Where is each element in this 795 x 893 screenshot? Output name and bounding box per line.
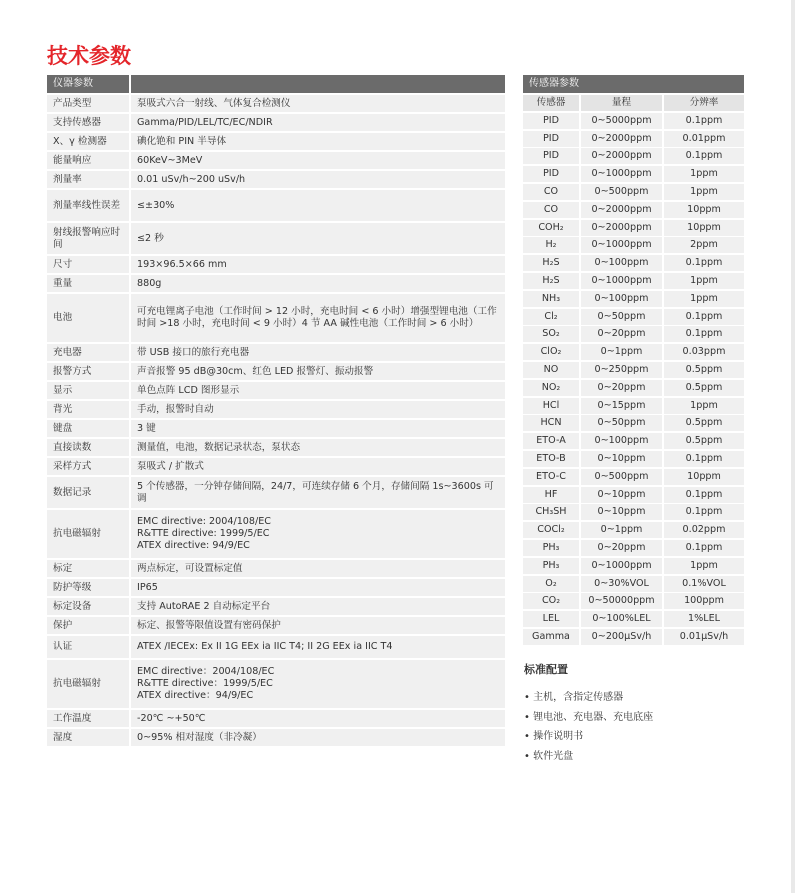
sensor-row bbox=[523, 237, 744, 253]
spec-value: 泵吸式六合一射线、气体复合检测仪 bbox=[131, 95, 505, 112]
sensor-row bbox=[523, 487, 744, 503]
spec-row bbox=[47, 636, 505, 658]
sensor-row bbox=[523, 309, 744, 325]
sensor-name: Cl₂ bbox=[523, 309, 579, 325]
spec-key: 剂量率线性误差 bbox=[47, 190, 129, 221]
spec-row bbox=[47, 114, 505, 131]
spec-key: 抗电磁辐射 bbox=[47, 510, 129, 558]
spec-row bbox=[47, 401, 505, 418]
standard-config-item: • 操作说明书 bbox=[524, 727, 653, 747]
page-title: 技术参数 bbox=[47, 44, 131, 68]
spec-value: 单色点阵 LCD 图形显示 bbox=[131, 382, 505, 399]
sensor-row bbox=[523, 522, 744, 538]
sensor-name: NO₂ bbox=[523, 380, 579, 396]
sensor-name: HF bbox=[523, 487, 579, 503]
sensor-row bbox=[523, 611, 744, 627]
page-edge-divider bbox=[791, 0, 795, 893]
sensor-range: 0~2000ppm bbox=[581, 131, 662, 147]
spec-value: 0.01 uSv/h~200 uSv/h bbox=[131, 171, 505, 188]
sensor-range: 0~2000ppm bbox=[581, 148, 662, 164]
standard-config-list bbox=[524, 688, 653, 766]
spec-row bbox=[47, 660, 505, 708]
spec-value: ATEX /IECEx: Ex II 1G EEx ia IIC T4; II 2G EEx ia IIC T4 bbox=[131, 636, 505, 658]
spec-key: 工作温度 bbox=[47, 710, 129, 727]
spec-value: EMC directive：2004/108/EC R&TTE directive：1999/5/EC ATEX directive：94/9/EC bbox=[131, 660, 505, 708]
sensor-range: 0~10ppm bbox=[581, 451, 662, 467]
sensor-range: 0~2000ppm bbox=[581, 220, 662, 236]
spec-key: 直接读数 bbox=[47, 439, 129, 456]
sensor-row bbox=[523, 344, 744, 360]
sensor-range: 0~200μSv/h bbox=[581, 629, 662, 645]
spec-value: IP65 bbox=[131, 579, 505, 596]
sensor-name: ETO-C bbox=[523, 469, 579, 485]
sensor-name: PID bbox=[523, 113, 579, 129]
sensor-row bbox=[523, 326, 744, 342]
spec-value: 可充电锂离子电池（工作时间 > 12 小时，充电时间 < 6 小时）增强型锂电池（工作时间 >18 小时，充电时间 < 9 小时）4 节 AA 碱性电池（工作时间 > 6 小时） bbox=[131, 294, 505, 342]
spec-key: X、γ 检测器 bbox=[47, 133, 129, 150]
sensor-range: 0~250ppm bbox=[581, 362, 662, 378]
sensor-row bbox=[523, 576, 744, 592]
sensor-resolution: 0.1ppm bbox=[664, 540, 744, 556]
spec-key: 支持传感器 bbox=[47, 114, 129, 131]
sensor-resolution: 0.5ppm bbox=[664, 415, 744, 431]
sensor-range: 0~1000ppm bbox=[581, 237, 662, 253]
sensor-range: 0~10ppm bbox=[581, 504, 662, 520]
spec-key: 重量 bbox=[47, 275, 129, 292]
sensor-range: 0~20ppm bbox=[581, 326, 662, 342]
sensor-resolution: 0.01ppm bbox=[664, 131, 744, 147]
sensor-resolution: 0.5ppm bbox=[664, 380, 744, 396]
sensor-resolution: 0.1ppm bbox=[664, 148, 744, 164]
sensor-resolution: 0.1ppm bbox=[664, 326, 744, 342]
spec-key: 认证 bbox=[47, 636, 129, 658]
sensor-range: 0~50ppm bbox=[581, 415, 662, 431]
sensor-row bbox=[523, 380, 744, 396]
spec-row bbox=[47, 382, 505, 399]
spec-value: 碘化铯和 PIN 半导体 bbox=[131, 133, 505, 150]
spec-value: Gamma/PID/LEL/TC/EC/NDIR bbox=[131, 114, 505, 131]
column-range: 量程 bbox=[581, 95, 662, 111]
spec-row bbox=[47, 275, 505, 292]
sensor-range: 0~100ppm bbox=[581, 433, 662, 449]
spec-value: 泵吸式 / 扩散式 bbox=[131, 458, 505, 475]
sensor-name: PID bbox=[523, 131, 579, 147]
sensor-name: H₂ bbox=[523, 237, 579, 253]
sensor-range: 0~30%VOL bbox=[581, 576, 662, 592]
spec-value: -20℃ ~+50℃ bbox=[131, 710, 505, 727]
spec-key: 背光 bbox=[47, 401, 129, 418]
sensor-resolution: 100ppm bbox=[664, 593, 744, 609]
spec-row bbox=[47, 617, 505, 634]
spec-value: 60KeV~3MeV bbox=[131, 152, 505, 169]
sensor-row bbox=[523, 540, 744, 556]
sensor-row bbox=[523, 593, 744, 609]
sensor-range: 0~1000ppm bbox=[581, 166, 662, 182]
spec-row bbox=[47, 729, 505, 746]
sensor-range: 0~1ppm bbox=[581, 522, 662, 538]
sensor-name: HCl bbox=[523, 398, 579, 414]
spec-row bbox=[47, 598, 505, 615]
spec-key: 采样方式 bbox=[47, 458, 129, 475]
sensor-row bbox=[523, 148, 744, 164]
spec-value: 0~95% 相对湿度（非冷凝） bbox=[131, 729, 505, 746]
column-resolution: 分辨率 bbox=[664, 95, 744, 111]
spec-key: 抗电磁辐射 bbox=[47, 660, 129, 708]
spec-key: 产品类型 bbox=[47, 95, 129, 112]
sensor-row bbox=[523, 469, 744, 485]
sensor-resolution: 10ppm bbox=[664, 220, 744, 236]
standard-config-item: • 主机，含指定传感器 bbox=[524, 688, 653, 708]
sensor-row bbox=[523, 220, 744, 236]
sensor-row bbox=[523, 433, 744, 449]
sensor-range: 0~5000ppm bbox=[581, 113, 662, 129]
sensor-name: Gamma bbox=[523, 629, 579, 645]
sensor-row bbox=[523, 166, 744, 182]
column-sensor: 传感器 bbox=[523, 95, 579, 111]
sensor-table-header: 传感器参数 bbox=[523, 75, 744, 93]
sensor-range: 0~1000ppm bbox=[581, 273, 662, 289]
spec-row bbox=[47, 223, 505, 254]
sensor-name: LEL bbox=[523, 611, 579, 627]
standard-config-title: 标准配置 bbox=[524, 663, 568, 676]
sensor-range: 0~500ppm bbox=[581, 469, 662, 485]
spec-value: 5 个传感器，一分钟存储间隔，24/7，可连续存储 6 个月，存储间隔 1s~3600s 可调 bbox=[131, 477, 505, 508]
spec-key: 保护 bbox=[47, 617, 129, 634]
sensor-range: 0~2000ppm bbox=[581, 202, 662, 218]
sensor-name: NO bbox=[523, 362, 579, 378]
spec-row bbox=[47, 710, 505, 727]
spec-value: 手动，报警时自动 bbox=[131, 401, 505, 418]
sensor-row bbox=[523, 113, 744, 129]
spec-row bbox=[47, 439, 505, 456]
sensor-resolution: 0.01μSv/h bbox=[664, 629, 744, 645]
sensor-resolution: 0.02ppm bbox=[664, 522, 744, 538]
sensor-resolution: 0.1%VOL bbox=[664, 576, 744, 592]
spec-value: 带 USB 接口的旅行充电器 bbox=[131, 344, 505, 361]
sensor-column-header bbox=[523, 95, 744, 111]
spec-key: 数据记录 bbox=[47, 477, 129, 508]
sensor-range: 0~20ppm bbox=[581, 380, 662, 396]
sensor-range: 0~50ppm bbox=[581, 309, 662, 325]
sensor-resolution: 0.03ppm bbox=[664, 344, 744, 360]
sensor-name: COH₂ bbox=[523, 220, 579, 236]
spec-row bbox=[47, 420, 505, 437]
sensor-name: H₂S bbox=[523, 255, 579, 271]
sensor-resolution: 0.1ppm bbox=[664, 309, 744, 325]
sensor-range: 0~50000ppm bbox=[581, 593, 662, 609]
standard-config-item: • 锂电池、充电器、充电底座 bbox=[524, 708, 653, 728]
sensor-row bbox=[523, 273, 744, 289]
sensor-name: PID bbox=[523, 148, 579, 164]
spec-row bbox=[47, 95, 505, 112]
sensor-row bbox=[523, 291, 744, 307]
sensor-row bbox=[523, 451, 744, 467]
spec-row bbox=[47, 458, 505, 475]
sensor-resolution: 0.1ppm bbox=[664, 451, 744, 467]
standard-config-item: • 软件光盘 bbox=[524, 747, 653, 767]
sensor-name: ETO-B bbox=[523, 451, 579, 467]
spec-key: 显示 bbox=[47, 382, 129, 399]
spec-row bbox=[47, 256, 505, 273]
sensor-row bbox=[523, 558, 744, 574]
spec-key: 报警方式 bbox=[47, 363, 129, 380]
sensor-row bbox=[523, 131, 744, 147]
spec-row bbox=[47, 152, 505, 169]
sensor-spec-table bbox=[523, 75, 744, 645]
sensor-name: ClO₂ bbox=[523, 344, 579, 360]
sensor-name: SO₂ bbox=[523, 326, 579, 342]
sensor-name: ETO-A bbox=[523, 433, 579, 449]
spec-key: 充电器 bbox=[47, 344, 129, 361]
sensor-resolution: 0.1ppm bbox=[664, 487, 744, 503]
spec-key: 标定 bbox=[47, 560, 129, 577]
spec-table-header bbox=[47, 75, 505, 93]
sensor-row bbox=[523, 629, 744, 645]
sensor-resolution: 1ppm bbox=[664, 398, 744, 414]
sensor-range: 0~500ppm bbox=[581, 184, 662, 200]
sensor-resolution: 1ppm bbox=[664, 184, 744, 200]
spec-key: 防护等级 bbox=[47, 579, 129, 596]
spec-value: ≤±30% bbox=[131, 190, 505, 221]
spec-value: 标定、报警等限值设置有密码保护 bbox=[131, 617, 505, 634]
sensor-resolution: 0.5ppm bbox=[664, 433, 744, 449]
sensor-row bbox=[523, 398, 744, 414]
spec-key: 能量响应 bbox=[47, 152, 129, 169]
sensor-row bbox=[523, 255, 744, 271]
sensor-row bbox=[523, 184, 744, 200]
sensor-resolution: 2ppm bbox=[664, 237, 744, 253]
sensor-resolution: 1ppm bbox=[664, 166, 744, 182]
sensor-range: 0~1ppm bbox=[581, 344, 662, 360]
sensor-name: NH₃ bbox=[523, 291, 579, 307]
spec-row bbox=[47, 294, 505, 342]
spec-header-label: 仪器参数 bbox=[47, 75, 129, 93]
sensor-name: CH₃SH bbox=[523, 504, 579, 520]
spec-row bbox=[47, 133, 505, 150]
sensor-name: HCN bbox=[523, 415, 579, 431]
sensor-resolution: 0.1ppm bbox=[664, 504, 744, 520]
sensor-name: CO bbox=[523, 202, 579, 218]
spec-value: 193×96.5×66 mm bbox=[131, 256, 505, 273]
sensor-range: 0~100ppm bbox=[581, 255, 662, 271]
spec-row bbox=[47, 579, 505, 596]
spec-row bbox=[47, 560, 505, 577]
sensor-range: 0~15ppm bbox=[581, 398, 662, 414]
spec-value: ≤2 秒 bbox=[131, 223, 505, 254]
sensor-row bbox=[523, 362, 744, 378]
sensor-name: PH₃ bbox=[523, 558, 579, 574]
spec-row bbox=[47, 477, 505, 508]
spec-row bbox=[47, 363, 505, 380]
spec-value: EMC directive: 2004/108/EC R&TTE directive: 1999/5/EC ATEX directive: 94/9/EC bbox=[131, 510, 505, 558]
sensor-resolution: 0.1ppm bbox=[664, 255, 744, 271]
spec-row bbox=[47, 190, 505, 221]
spec-key: 射线报警响应时间 bbox=[47, 223, 129, 254]
spec-value: 支持 AutoRAE 2 自动标定平台 bbox=[131, 598, 505, 615]
sensor-row bbox=[523, 415, 744, 431]
sensor-resolution: 0.5ppm bbox=[664, 362, 744, 378]
spec-key: 标定设备 bbox=[47, 598, 129, 615]
sensor-resolution: 10ppm bbox=[664, 202, 744, 218]
spec-value: 测量值，电池，数据记录状态，泵状态 bbox=[131, 439, 505, 456]
sensor-row bbox=[523, 202, 744, 218]
sensor-resolution: 1%LEL bbox=[664, 611, 744, 627]
sensor-range: 0~100%LEL bbox=[581, 611, 662, 627]
sensor-name: PID bbox=[523, 166, 579, 182]
spec-key: 尺寸 bbox=[47, 256, 129, 273]
spec-row bbox=[47, 510, 505, 558]
sensor-resolution: 1ppm bbox=[664, 558, 744, 574]
spec-row bbox=[47, 344, 505, 361]
sensor-name: PH₃ bbox=[523, 540, 579, 556]
sensor-name: COCl₂ bbox=[523, 522, 579, 538]
sensor-resolution: 10ppm bbox=[664, 469, 744, 485]
sensor-name: CO₂ bbox=[523, 593, 579, 609]
spec-value: 声音报警 95 dB@30cm、红色 LED 报警灯、振动报警 bbox=[131, 363, 505, 380]
spec-value: 两点标定，可设置标定值 bbox=[131, 560, 505, 577]
spec-value: 880g bbox=[131, 275, 505, 292]
sensor-resolution: 0.1ppm bbox=[664, 113, 744, 129]
sensor-name: CO bbox=[523, 184, 579, 200]
spec-key: 键盘 bbox=[47, 420, 129, 437]
spec-key: 湿度 bbox=[47, 729, 129, 746]
sensor-range: 0~10ppm bbox=[581, 487, 662, 503]
sensor-name: O₂ bbox=[523, 576, 579, 592]
instrument-spec-table bbox=[47, 75, 505, 746]
sensor-range: 0~1000ppm bbox=[581, 558, 662, 574]
sensor-range: 0~100ppm bbox=[581, 291, 662, 307]
sensor-row bbox=[523, 504, 744, 520]
spec-key: 剂量率 bbox=[47, 171, 129, 188]
spec-key: 电池 bbox=[47, 294, 129, 342]
sensor-resolution: 1ppm bbox=[664, 273, 744, 289]
spec-value: 3 键 bbox=[131, 420, 505, 437]
spec-row bbox=[47, 171, 505, 188]
sensor-resolution: 1ppm bbox=[664, 291, 744, 307]
sensor-range: 0~20ppm bbox=[581, 540, 662, 556]
sensor-name: H₂S bbox=[523, 273, 579, 289]
